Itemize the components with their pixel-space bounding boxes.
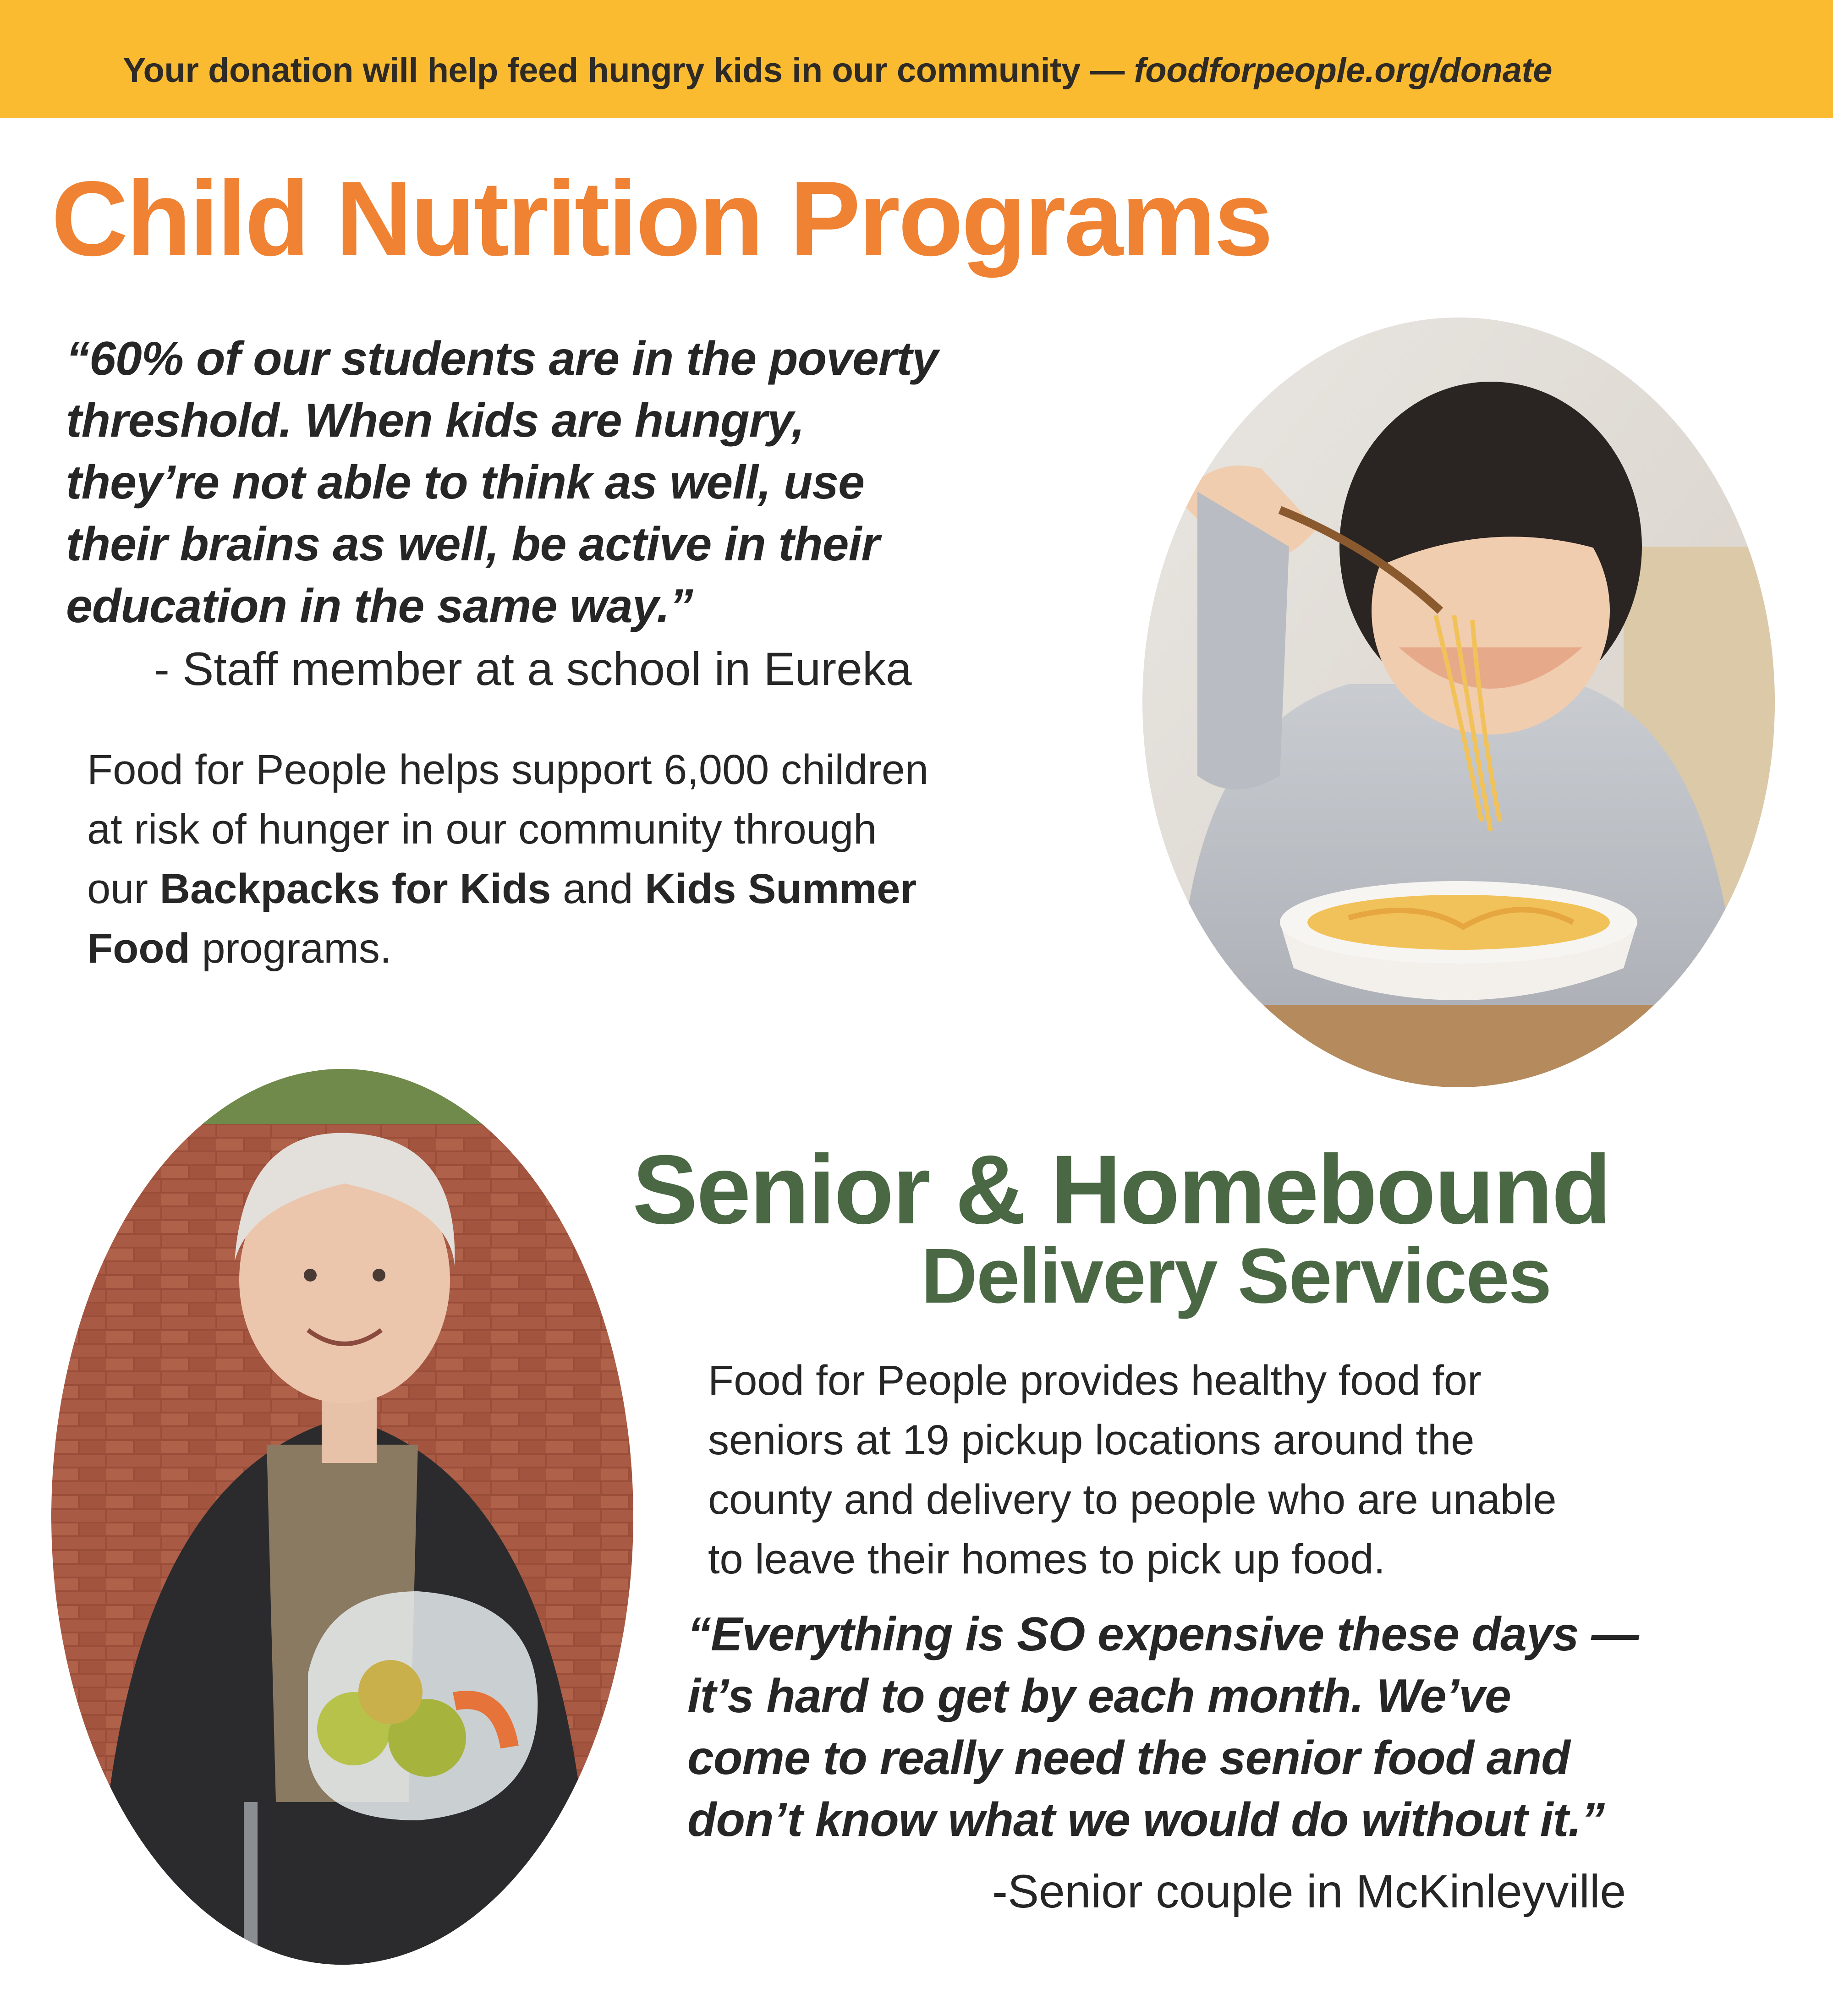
body-text-fragment: our xyxy=(87,866,160,912)
program-kids-summer-food-cont: Food xyxy=(87,925,190,972)
banner-separator: — xyxy=(1080,51,1134,90)
senior-homebound-heading: Senior & Homebound xyxy=(632,1135,1610,1244)
program-backpacks-for-kids: Backpacks for Kids xyxy=(159,866,551,912)
senior-body-line: seniors at 19 pickup locations around the xyxy=(708,1417,1475,1463)
senior-quote-line: come to really need the senior food and xyxy=(687,1731,1570,1785)
child-body-text xyxy=(87,740,1095,978)
child-body-line: at risk of hunger in our community through xyxy=(87,806,877,853)
program-kids-summer-food: Kids Summer xyxy=(645,866,917,912)
senior-woman-photo xyxy=(51,1069,633,1965)
child-quote-line: their brains as well, be active in their xyxy=(66,518,879,571)
child-quote-line: they’re not able to think as well, use xyxy=(66,456,864,509)
delivery-services-subheading: Delivery Services xyxy=(921,1233,1551,1320)
child-quote-line: education in the same way.” xyxy=(66,580,693,633)
body-text-fragment: programs. xyxy=(190,925,392,972)
banner-text xyxy=(123,50,1552,90)
child-body-line: Food for People helps support 6,000 children xyxy=(87,746,929,793)
child-quote-line: threshold. When kids are hungry, xyxy=(66,394,805,447)
donation-banner xyxy=(0,0,1833,118)
senior-quote-line: it’s hard to get by each month. We’ve xyxy=(687,1670,1511,1723)
child-body-line xyxy=(87,859,1095,919)
senior-body-line: county and delivery to people who are unable xyxy=(708,1476,1557,1523)
senior-body-line: to leave their homes to pick up food. xyxy=(708,1536,1385,1583)
child-quote-attribution: - Staff member at a school in Eureka xyxy=(154,643,912,695)
banner-message: Your donation will help feed hungry kids in our community xyxy=(123,51,1081,90)
senior-quote-attribution: -Senior couple in McKinleyville xyxy=(992,1865,1626,1917)
child-body-line xyxy=(87,919,1095,978)
child-quote xyxy=(66,328,1120,637)
senior-quote xyxy=(687,1604,1787,1851)
body-text-fragment: and xyxy=(551,866,645,912)
child-nutrition-heading: Child Nutrition Programs xyxy=(51,159,1272,278)
donate-link[interactable]: foodforpeople.org/donate xyxy=(1134,51,1553,90)
senior-quote-line: “Everything is SO expensive these days — xyxy=(687,1608,1639,1661)
senior-quote-line: don’t know what we would do without it.” xyxy=(687,1793,1605,1846)
senior-body-text xyxy=(708,1351,1762,1589)
child-quote-line: “60% of our students are in the poverty xyxy=(66,332,938,385)
child-eating-photo xyxy=(1142,318,1775,1087)
senior-body-line: Food for People provides healthy food for xyxy=(708,1357,1482,1404)
